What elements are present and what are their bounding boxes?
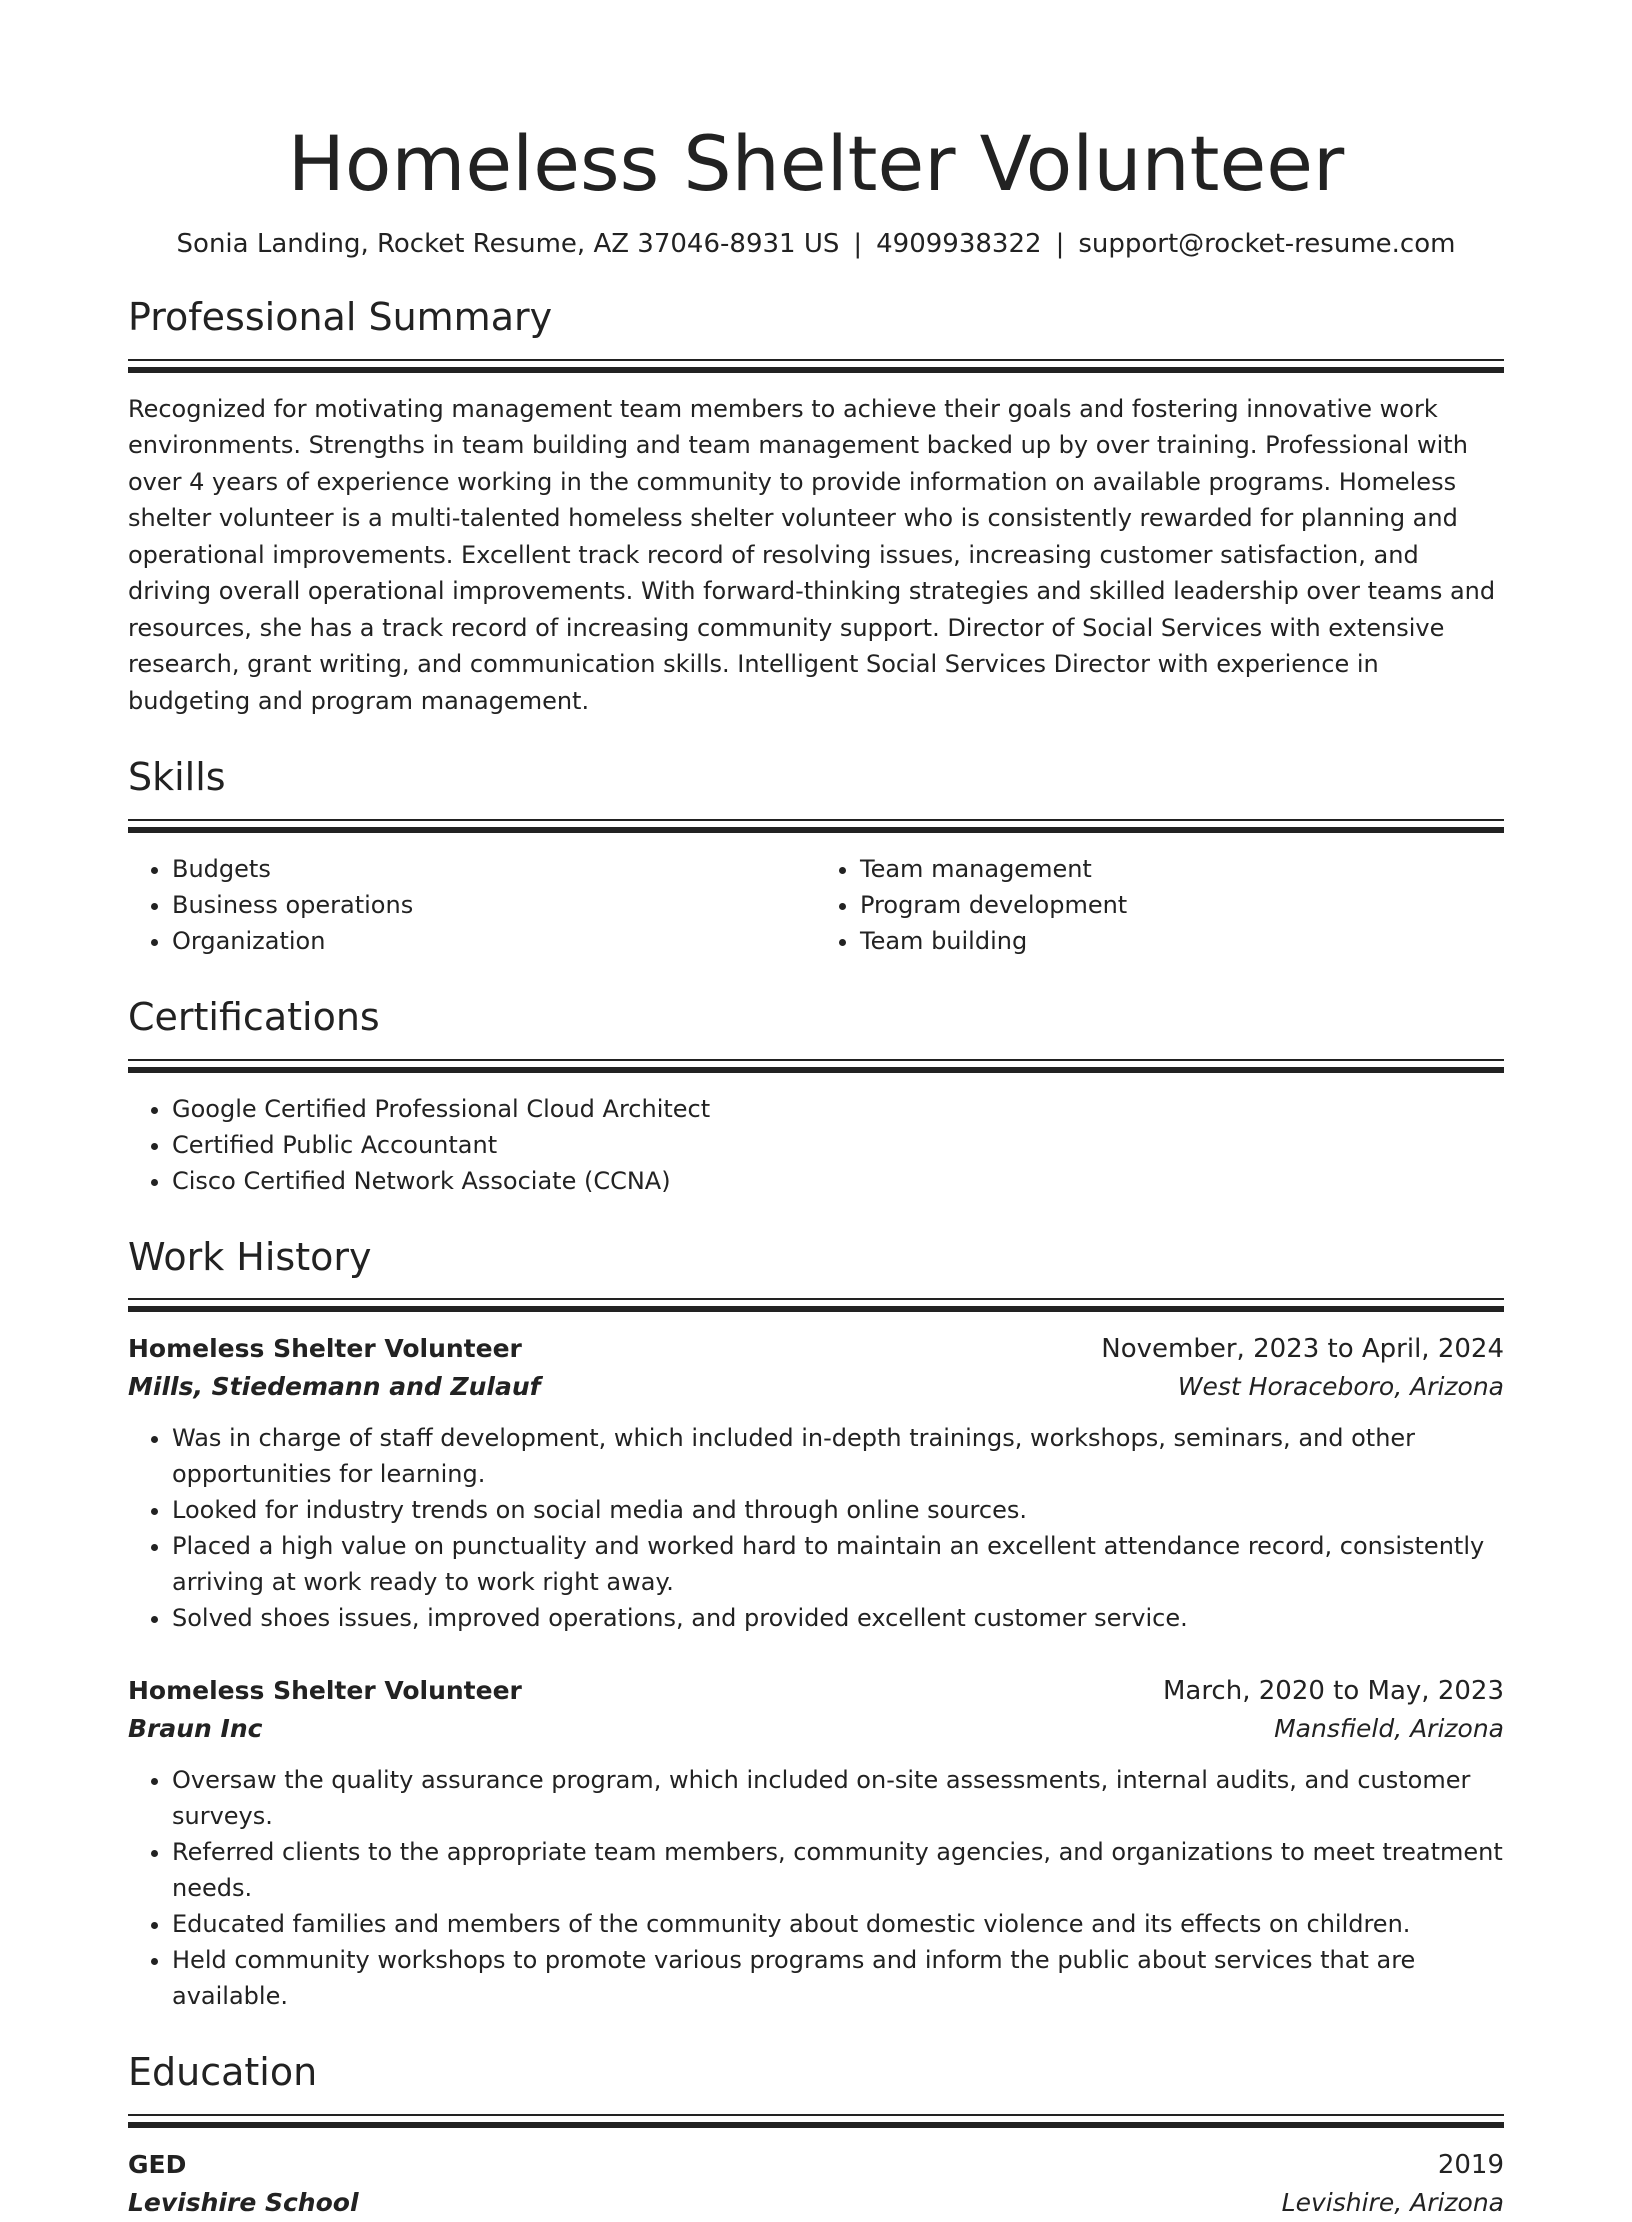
section-heading-summary: Professional Summary [128, 295, 553, 340]
contact-email: support@rocket-resume.com [1078, 229, 1456, 260]
job-bullet: • Solved shoes issues, improved operations, and provided excellent customer service. [172, 1600, 1504, 1636]
education-year: 2019 [1437, 2149, 1504, 2180]
section-heading-education: Education [128, 2050, 318, 2095]
education-location: Levishire, Arizona [1281, 2187, 1504, 2217]
job-dates: March, 2020 to May, 2023 [1162, 1676, 1504, 1707]
skills-section [128, 755, 1504, 959]
job-bullet: • Placed a high value on punctuality and worked hard to maintain an excellent attendance record, consistently arriving at work ready to work right away. [172, 1528, 1504, 1600]
contact-phone: 4909938322 [876, 229, 1042, 260]
job-employer: Mills, Stiedemann and Zulauf [128, 1372, 541, 1402]
section-heading-certifications: Certifications [128, 995, 380, 1040]
section-heading-work-history: Work History [128, 1234, 372, 1279]
job-title: Homeless Shelter Volunteer [128, 1676, 522, 1706]
job-bullets [128, 1420, 1504, 1636]
skill-item: • Organization [172, 923, 816, 959]
job-bullet: • Referred clients to the appropriate team members, community agencies, and organizations to meet treatment needs. [172, 1834, 1504, 1906]
job-bullet: • Educated families and members of the community about domestic violence and its effects on children. [172, 1906, 1504, 1942]
section-divider [128, 359, 1504, 373]
job-dates: November, 2023 to April, 2024 [1101, 1334, 1504, 1365]
contact-line [128, 229, 1504, 259]
job-bullet: • Held community workshops to promote various programs and inform the public about services that are available. [172, 1942, 1504, 2014]
skills-list-right [816, 851, 1504, 959]
certification-item: • Google Certified Professional Cloud Architect [172, 1091, 1504, 1127]
job-bullet: • Was in charge of staff development, which included in-depth trainings, workshops, seminars, and other opportunities for learning. [172, 1420, 1504, 1492]
job-entry [128, 1672, 1504, 2014]
certification-item: • Certified Public Accountant [172, 1127, 1504, 1163]
certifications-list [128, 1091, 1504, 1199]
skill-item: • Budgets [172, 851, 816, 887]
education-degree: GED [128, 2149, 187, 2179]
education-entry [128, 2146, 1504, 2222]
skill-item: • Program development [860, 887, 1504, 923]
summary-section [128, 295, 1504, 719]
skill-item: • Business operations [172, 887, 816, 923]
section-heading-skills: Skills [128, 755, 226, 800]
contact-separator: | [1055, 229, 1065, 260]
skills-list-left [128, 851, 816, 959]
job-location: Mansfield, Arizona [1274, 1714, 1504, 1744]
contact-separator: | [853, 229, 863, 260]
certification-item: • Cisco Certified Network Associate (CCNA) [172, 1163, 1504, 1199]
section-divider [128, 1059, 1504, 1073]
skill-item: • Team management [860, 851, 1504, 887]
work-history-section [128, 1235, 1504, 2015]
job-location: West Horaceboro, Arizona [1177, 1372, 1504, 1402]
skill-item: • Team building [860, 923, 1504, 959]
job-bullets [128, 1762, 1504, 2014]
job-bullet: • Oversaw the quality assurance program, which included on-site assessments, internal audits, and customer surveys. [172, 1762, 1504, 1834]
contact-address: Sonia Landing, Rocket Resume, AZ 37046-8931 US [176, 229, 840, 260]
skills-grid [128, 851, 1504, 959]
page-title: Homeless Shelter Volunteer [287, 119, 1345, 208]
certifications-section [128, 995, 1504, 1199]
section-divider [128, 2114, 1504, 2128]
job-bullet: • Looked for industry trends on social media and through online sources. [172, 1492, 1504, 1528]
job-employer: Braun Inc [128, 1714, 263, 1744]
job-title: Homeless Shelter Volunteer [128, 1334, 522, 1364]
education-section [128, 2050, 1504, 2222]
education-school: Levishire School [128, 2187, 359, 2217]
summary-text: Recognized for motivating management team members to achieve their goals and fostering innovative work environments. Strengths in team building and team management backed up by over training. Professional with over 4 years of experience working in the community to provide information on available programs. Homeless shelter volunteer is a multi-talented homeless shelter volunteer who is consistently rewarded for planning and operational improvements. Excellent track record of resolving issues, increasing customer satisfaction, and driving overall operational improvements. With forward-thinking strategies and skilled leadership over teams and resources, she has a track record of increasing community support. Director of Social Services with extensive research, grant writing, and communication skills. Intelligent Social Services Director with experience in budgeting and program management. [128, 394, 1496, 715]
section-divider [128, 819, 1504, 833]
job-entry [128, 1330, 1504, 1636]
section-divider [128, 1298, 1504, 1312]
